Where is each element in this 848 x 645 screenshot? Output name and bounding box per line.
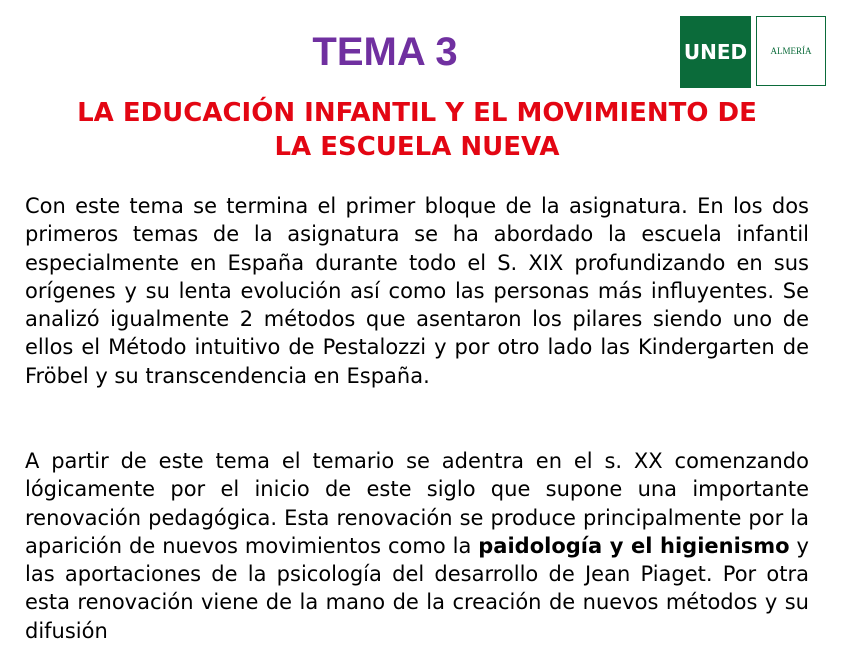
document-subtitle xyxy=(24,96,810,164)
subtitle-line-2: LA ESCUELA NUEVA xyxy=(274,132,560,162)
paragraph-text-start: A partir de este tema el temario se adentra en el s. XX comenzando lógicamente por el inicio de este siglo que supone una importante renovación pedagógica. Esta renovación se produce principalmente por la aparición de nuevos movimientos como la xyxy=(25,449,809,558)
bold-term: paidología y el higienismo xyxy=(478,533,790,558)
uned-logo: UNED xyxy=(680,16,751,88)
intro-paragraph: Con este tema se termina el primer bloque de la asignatura. En los dos primeros temas de la asignatura se ha abordado la escuela infantil especialmente en España durante todo el S. XIX profundizando en sus orígenes y su lenta evolución así como las personas más influyentes. Se analizó igualmente 2 métodos que asentaron los pilares siendo uno de ellos el Método intuitivo de Pestalozzi y por otro lado las Kindergarten de Fröbel y su transcendencia en España. xyxy=(25,194,809,388)
subtitle-line-1: LA EDUCACIÓN INFANTIL Y EL MOVIMIENTO DE xyxy=(77,98,757,128)
second-paragraph xyxy=(25,447,809,645)
uned-almeria-logo xyxy=(680,16,826,88)
almeria-logo: ALMERÍA xyxy=(756,16,826,86)
paragraph-text-end: y las aportaciones de la psicología del desarrollo de Jean Piaget. Por otra esta renovación viene de la mano de la creación de nuevos métodos y su difusión xyxy=(25,533,809,643)
topic-title: TEMA 3 xyxy=(312,30,458,74)
